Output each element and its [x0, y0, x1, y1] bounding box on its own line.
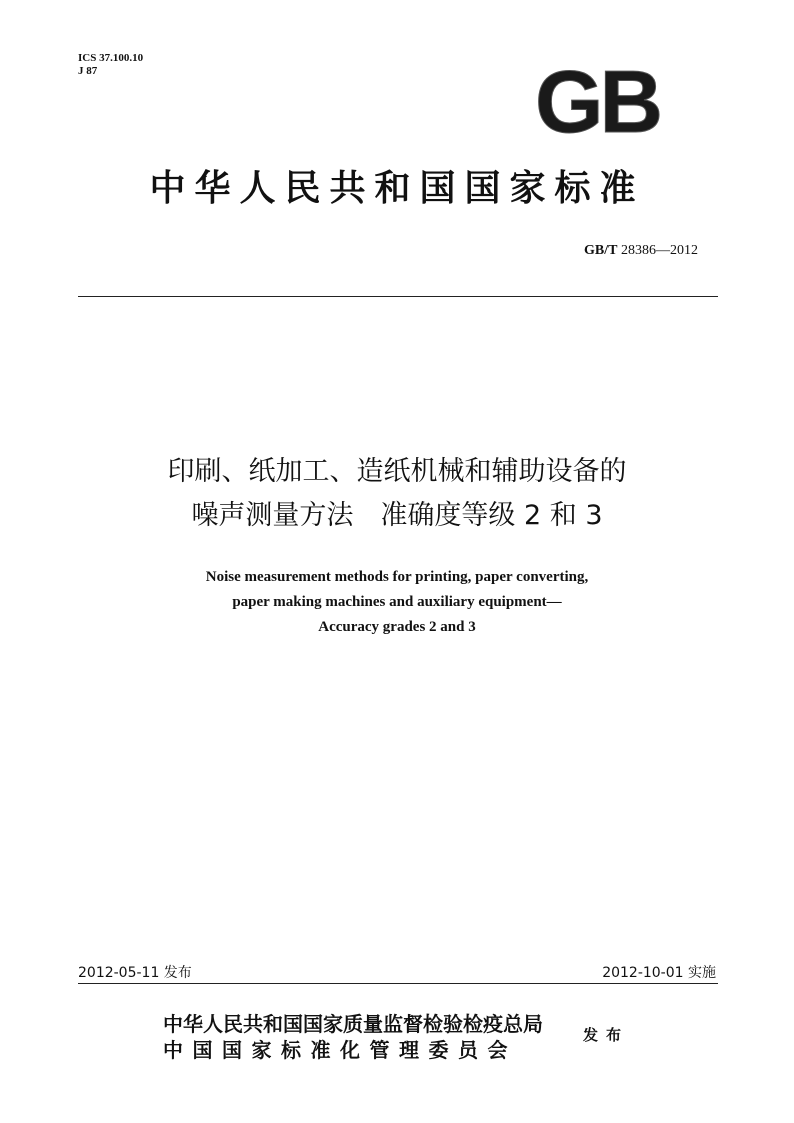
english-title-line-2: paper making machines and auxiliary equipment— [232, 594, 562, 610]
english-title [40, 565, 754, 640]
standard-prefix: GB/T [584, 243, 618, 258]
implementation-date: 2012-10-01 实施 [602, 965, 716, 981]
ccs-code: J 87 [78, 65, 98, 77]
issuer-aqsiq: 中华人民共和国国家质量监督检验检疫总局 [163, 1012, 543, 1036]
english-title-line-1: Noise measurement methods for printing, paper converting, [205, 569, 589, 585]
gb-logo-text: GB [535, 62, 659, 140]
issue-date: 2012-05-11 发布 [78, 965, 192, 981]
standard-code: 28386—2012 [621, 243, 698, 258]
ics-code: ICS 37.100.10 [78, 52, 144, 64]
issuer-sac: 中国国家标准化管理委员会 [163, 1038, 517, 1062]
gb-logo [522, 62, 672, 140]
national-standard-title: 中华人民共和国国家标准 [149, 167, 645, 209]
publish-label: 发布 [583, 1026, 630, 1044]
footer-divider [78, 983, 718, 984]
chinese-title-line-1: 印刷、纸加工、造纸机械和辅助设备的 [167, 456, 627, 487]
chinese-title [40, 450, 754, 538]
header-divider [78, 296, 718, 297]
chinese-title-line-2: 噪声测量方法 准确度等级 2 和 3 [191, 500, 603, 531]
classification-codes [78, 52, 143, 78]
standard-number [584, 243, 698, 259]
english-title-line-3: Accuracy grades 2 and 3 [318, 619, 476, 635]
